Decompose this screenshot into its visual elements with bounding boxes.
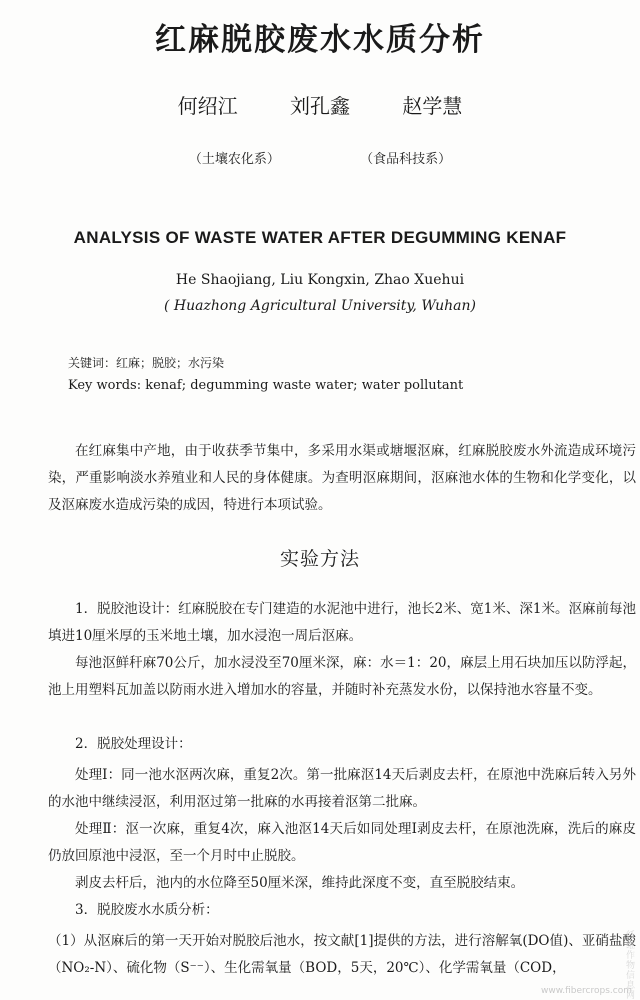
author-2-cn: 刘孔鑫 — [290, 94, 350, 118]
author-1-cn: 何绍江 — [177, 94, 238, 118]
authors-en: He Shaojiang, Liu Kongxin, Zhao Xuehui — [175, 272, 465, 288]
paragraph-treatment-2: 处理Ⅱ：沤一次麻，重复4次，麻入池沤14天后如同处理Ⅰ剥皮去杆，在原池洗麻，洗后的麻皮仍放回原池中浸沤，至一个月时中止脱胶。 — [48, 821, 636, 864]
paragraph-analysis-methods: （1）从沤麻后的第一天开始对脱胶后池水，按文献[1]提供的方法，进行溶解氧(DO值)、亚硝盐酸（NO₂-N）、硫化物（S⁻⁻）、生化需氧量（BOD，5天，20℃）、化学需氧量（COD， — [48, 933, 636, 976]
intro-paragraph: 在红麻集中产地，由于收获季节集中，多采用水渠或塘堰沤麻，红麻脱胶废水外流造成环境污染，严重影响淡水养殖业和人民的身体健康。为查明沤麻期间，沤麻池水体的生物和化学变化，以及沤麻废水造成污染的成因，特进行本项试验。 — [48, 443, 636, 513]
authors-cn — [0, 90, 640, 119]
subheading-water-analysis: 3．脱胶废水水质分析： — [75, 902, 219, 918]
paragraph-water-level: 剥皮去杆后，池内的水位降至50厘米深，维持此深度不变，直至脱胶结束。 — [75, 875, 525, 891]
paper-title-cn: 红麻脱胶废水水质分析 — [155, 22, 485, 58]
author-3-cn: 赵学慧 — [402, 94, 463, 118]
affiliation-1-cn: （土壤农化系） — [188, 152, 280, 167]
paragraph-pool-loading: 每池沤鲜秆麻70公斤，加水浸没至70厘米深，麻：水＝1：20，麻层上用石块加压以防浮起，池上用塑料瓦加盖以防雨水进入增加水的容量，并随时补充蒸发水份，以保持池水容量不变。 — [48, 655, 636, 698]
affiliation-2-cn: （食品科技系） — [360, 152, 452, 167]
affiliation-en: ( Huazhong Agricultural University, Wuhan) — [163, 298, 477, 314]
watermark-side: 纤维作物信息网 — [624, 930, 634, 1000]
watermark-url: www.fibercrops.com — [541, 986, 632, 996]
paper-title-en: ANALYSIS OF WASTE WATER AFTER DEGUMMING KENAF — [73, 228, 567, 247]
keywords-cn: 关键词：红麻；脱胶；水污染 — [68, 356, 225, 370]
paragraph-treatment-1: 处理Ⅰ：同一池水沤两次麻，重复2次。第一批麻沤14天后剥皮去杆，在原池中洗麻后转入另外的水池中继续浸沤，利用沤过第一批麻的水再接着沤第二批麻。 — [48, 767, 636, 810]
section-heading-methods: 实验方法 — [279, 548, 360, 570]
keywords-en: Key words: kenaf; degumming waste water; water pollutant — [68, 378, 464, 393]
affiliations-cn — [0, 148, 640, 167]
subheading-treatment-design: 2．脱胶处理设计： — [75, 736, 192, 752]
paragraph-pool-design: 1．脱胶池设计：红麻脱胶在专门建造的水泥池中进行，池长2米、宽1米、深1米。沤麻前每池填进10厘米厚的玉米地土壤，加水浸泡一周后沤麻。 — [48, 601, 636, 644]
